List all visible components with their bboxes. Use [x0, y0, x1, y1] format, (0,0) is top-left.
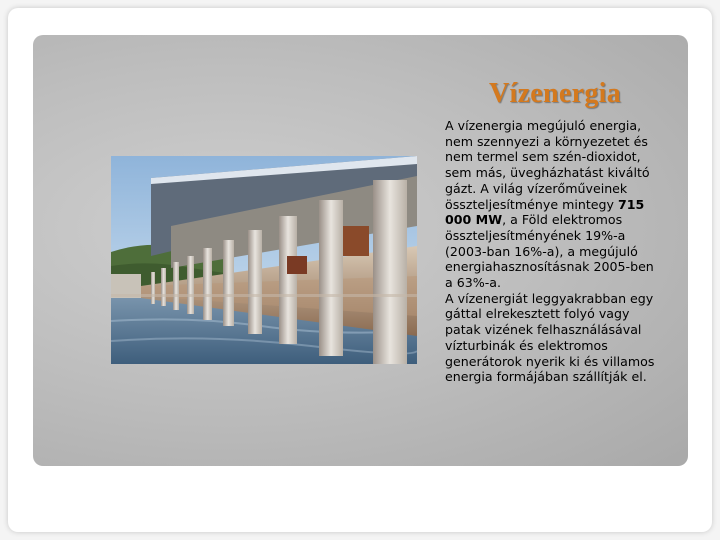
paragraph-1 — [445, 118, 663, 291]
slide-body — [445, 118, 663, 385]
paragraph-1-text-a: A vízenergia megújuló energia, nem szennyezi a környezetet és nem termel sem szén-dioxidot, sem más, üvegházhatást kiváltó gázt. A világ vízerőműveinek összteljesítménye mintegy — [445, 118, 650, 212]
capacity-value: 715 000 MW — [445, 196, 645, 228]
paragraph-1-text-b: , a Föld elektromos összteljesítményének 19%-a (2003-ban 16%-a), a megújuló energiahasznosításnak 2005-ben a 63%-a. — [445, 212, 654, 291]
paragraph-2: A vízenergiát leggyakrabban egy gáttal elrekesztett folyó vagy patak vizének felhasználásával vízturbinák és elektromos generátorok nyerik ki és villamos energia formájában szállítják el. — [445, 290, 655, 385]
slide-title: Vízenergia — [488, 78, 622, 109]
dam-photo — [111, 156, 417, 364]
